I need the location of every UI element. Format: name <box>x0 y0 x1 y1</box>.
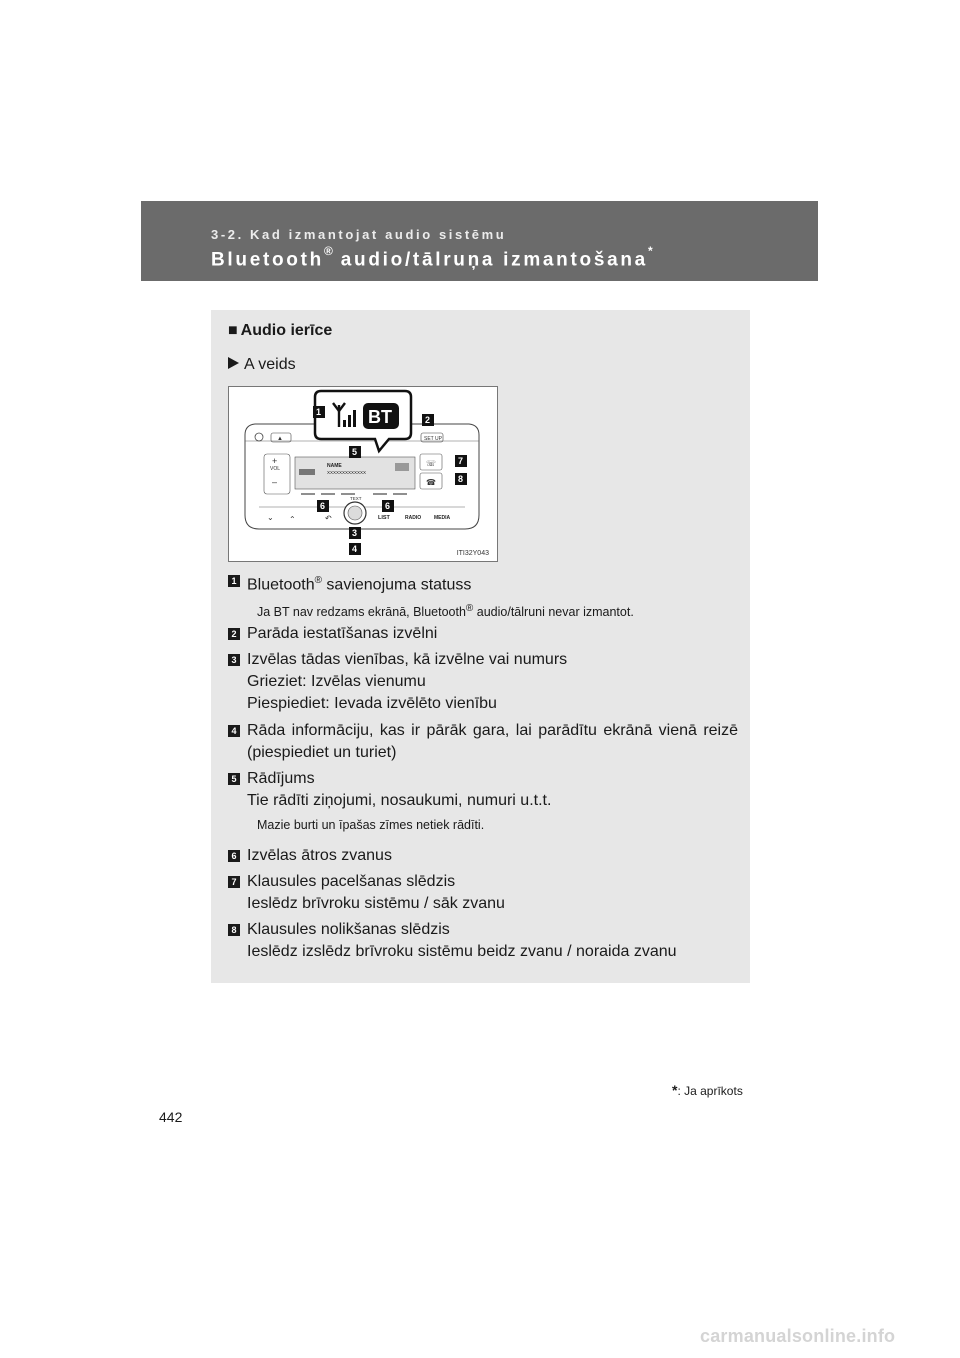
radio-label: RADIO <box>405 515 422 521</box>
svg-text:7: 7 <box>458 456 464 466</box>
panel-subheading: A veids <box>228 356 296 374</box>
vol-label: VOL <box>270 466 281 472</box>
item-number: 6 <box>228 850 240 862</box>
phone-hangup-icon: ☎ <box>426 478 436 487</box>
item-number: 3 <box>228 654 240 666</box>
list-item: 4 Rāda informāciju, kas ir pārāk gara, lai parādītu ekrānā vienā reizē (piespiediet un turiet) <box>228 720 738 764</box>
content-panel <box>211 310 750 983</box>
seek-down-icon: ⌄ <box>267 513 274 522</box>
bt-label: BT <box>368 407 392 427</box>
list-item: 6 Izvēlas ātros zvanus <box>228 845 738 867</box>
text-label: TEXT <box>350 496 362 501</box>
eject-icon: ▲ <box>277 436 283 442</box>
vol-minus-label: – <box>272 477 278 487</box>
triangle-bullet-icon <box>228 357 239 369</box>
svg-text:8: 8 <box>458 474 464 484</box>
svg-text:6: 6 <box>320 501 326 511</box>
item-number: 7 <box>228 876 240 888</box>
phone-pickup-icon: ☏ <box>426 459 437 468</box>
footnote: *: Ja aprīkots <box>672 1082 743 1098</box>
panel-heading: ■ Audio ierīce <box>228 322 333 339</box>
seek-up-icon: ⌃ <box>289 515 296 524</box>
list-item: 8 Klausules nolikšanas slēdzis Ieslēdz izslēdz brīvroku sistēmu beidz zvanu / noraida zvanu <box>228 919 738 963</box>
radio-diagram <box>229 387 497 561</box>
setup-label: SET UP <box>424 436 442 442</box>
item-note: Ja BT nav redzams ekrānā, Bluetooth® audio/tālruni nevar izmantot. <box>257 603 634 620</box>
item-number: 1 <box>228 575 240 587</box>
display-text: XXXXXXXXXXXXX <box>327 470 367 475</box>
svg-text:5: 5 <box>352 447 358 457</box>
list-item: 1 Bluetooth® savienojuma statuss Ja BT nav redzams ekrānā, Bluetooth® audio/tālruni nevar izmantot. <box>228 570 738 623</box>
svg-text:1: 1 <box>316 407 322 417</box>
page-number: 442 <box>159 1109 183 1125</box>
watermark: carmanualsonline.info <box>700 1326 896 1346</box>
media-label: MEDIA <box>434 515 451 521</box>
svg-text:4: 4 <box>352 544 358 554</box>
figure-code: ITI32Y043 <box>456 550 489 557</box>
list-label: LIST <box>378 515 390 521</box>
display-signal <box>395 463 409 471</box>
item-number: 8 <box>228 924 240 936</box>
display-name: NAME <box>327 463 342 469</box>
back-icon: ↶ <box>325 514 332 523</box>
radio-illustration <box>228 386 498 562</box>
item-number: 2 <box>228 628 240 640</box>
chapter-header <box>141 201 818 281</box>
page-title: Bluetooth® audio/tālruņa izmantošana* <box>211 244 653 271</box>
display-icon <box>299 469 315 475</box>
list-item: 3 Izvēlas tādas vienības, kā izvēlne vai numurs Grieziet: Izvēlas vienumu Piespiediet: Ievada izvēlēto vienību <box>228 649 738 715</box>
svg-text:6: 6 <box>385 501 391 511</box>
list-item: 5 Rādījums Tie rādīti ziņojumi, nosaukumi, numuri u.t.t. Mazie burti un īpašas zīmes netiek rādīti. <box>228 768 738 836</box>
item-note: Mazie burti un īpašas zīmes netiek rādīti. <box>257 818 485 832</box>
item-number: 4 <box>228 725 240 737</box>
list-item: 2 Parāda iestatīšanas izvēlni <box>228 623 738 645</box>
svg-text:2: 2 <box>425 415 431 425</box>
svg-text:3: 3 <box>352 528 358 538</box>
list-item: 7 Klausules pacelšanas slēdzis Ieslēdz brīvroku sistēmu / sāk zvanu <box>228 871 738 915</box>
item-number: 5 <box>228 773 240 785</box>
vol-plus-label: + <box>272 456 278 466</box>
section-title: 3-2. Kad izmantojat audio sistēmu <box>211 227 507 242</box>
